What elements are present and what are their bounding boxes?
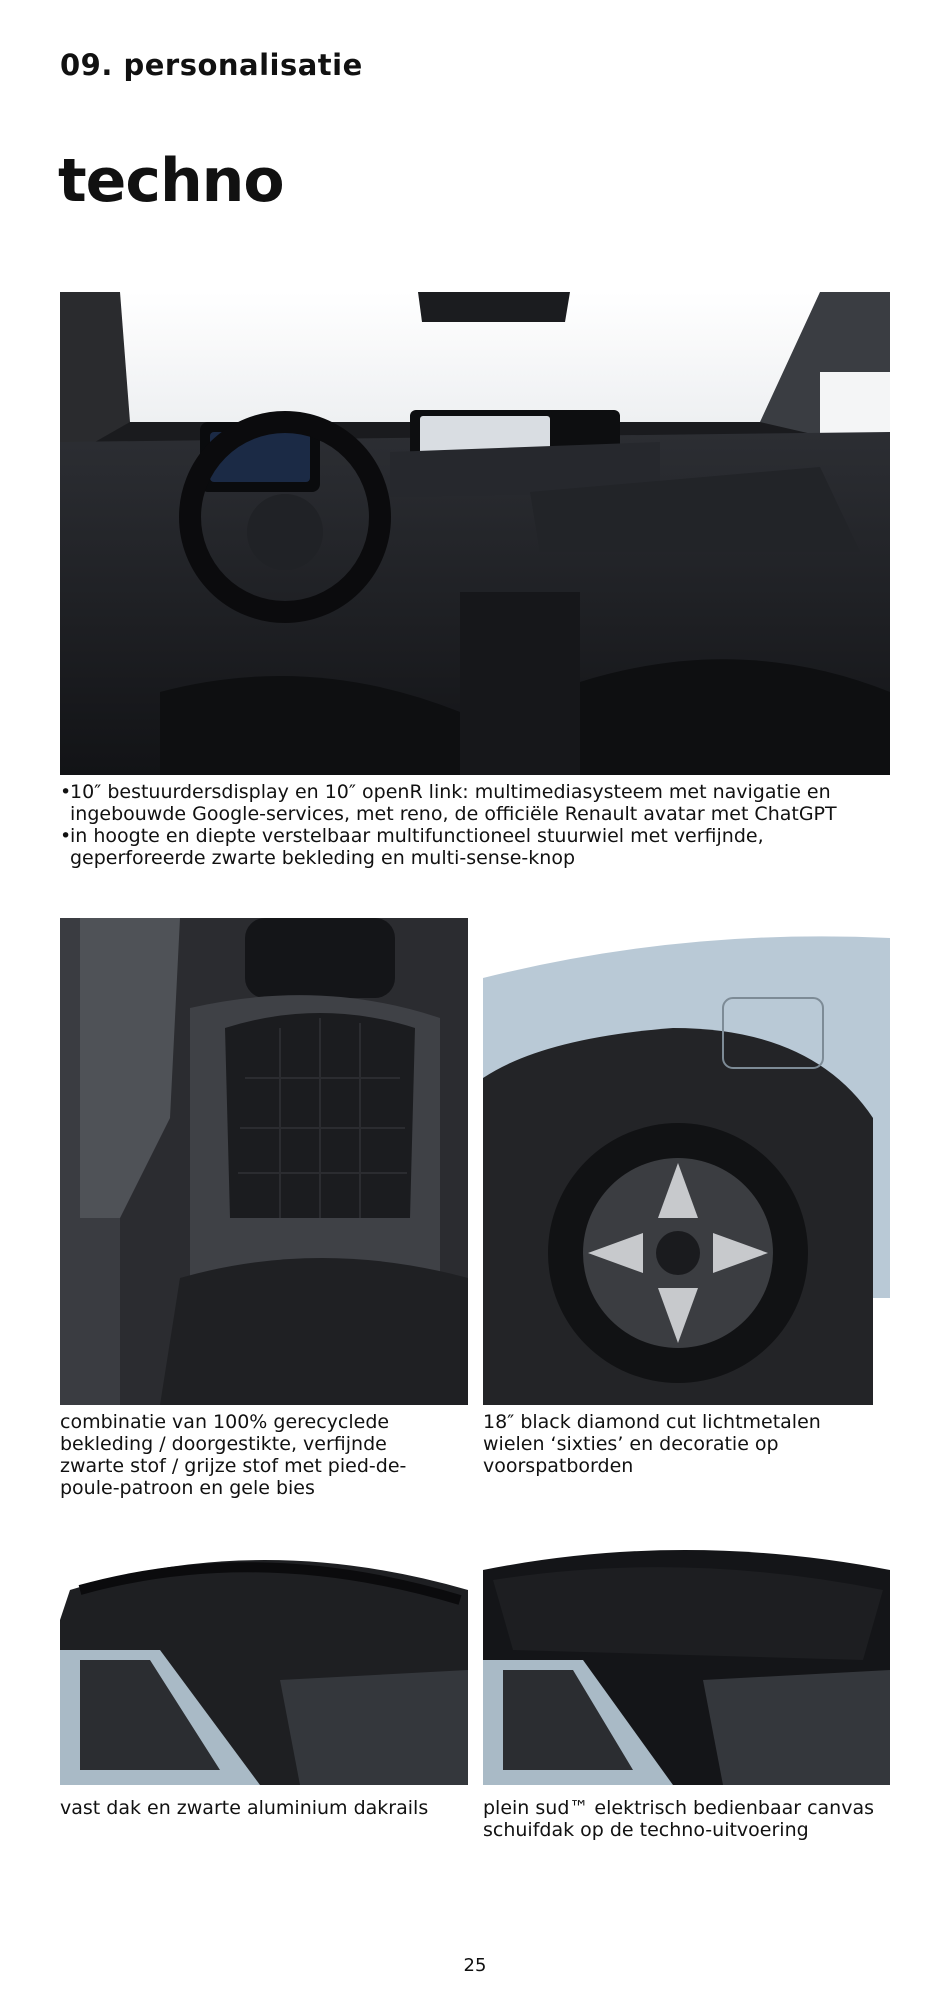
- interior-bullet-2: • in hoogte en diepte verstelbaar multifunctioneel stuurwiel met verfijnde, geperforeerde zwarte bekleding en multi-sense-knop: [60, 825, 890, 869]
- roof-canvas-photo: [483, 1530, 890, 1785]
- page-number: 25: [463, 1955, 487, 1976]
- roof-fixed-photo: [60, 1530, 468, 1785]
- interior-photo: [60, 292, 890, 775]
- interior-caption: [60, 781, 890, 869]
- section-title: 09. personalisatie: [60, 48, 363, 82]
- interior-bullet-1: • 10″ bestuurdersdisplay en 10″ openR link: multimediasysteem met navigatie en ingebouwde Google-services, met reno, de officiële Renault avatar met ChatGPT: [60, 781, 890, 825]
- page-title: techno: [58, 146, 284, 216]
- roof-canvas-caption: plein sud™ elektrisch bedienbaar canvas schuifdak op de techno-uitvoering: [483, 1797, 874, 1841]
- wheel-caption: 18″ black diamond cut lichtmetalen wielen ‘sixties’ en decoratie op voorspatborden: [483, 1411, 821, 1477]
- seat-caption: combinatie van 100% gerecyclede bekleding / doorgestikte, verfijnde zwarte stof / grijze stof met pied-de-poule-patroon en gele bies: [60, 1411, 407, 1499]
- seat-photo: [60, 918, 468, 1405]
- roof-fixed-caption: vast dak en zwarte aluminium dakrails: [60, 1797, 429, 1819]
- wheel-photo: [483, 918, 890, 1405]
